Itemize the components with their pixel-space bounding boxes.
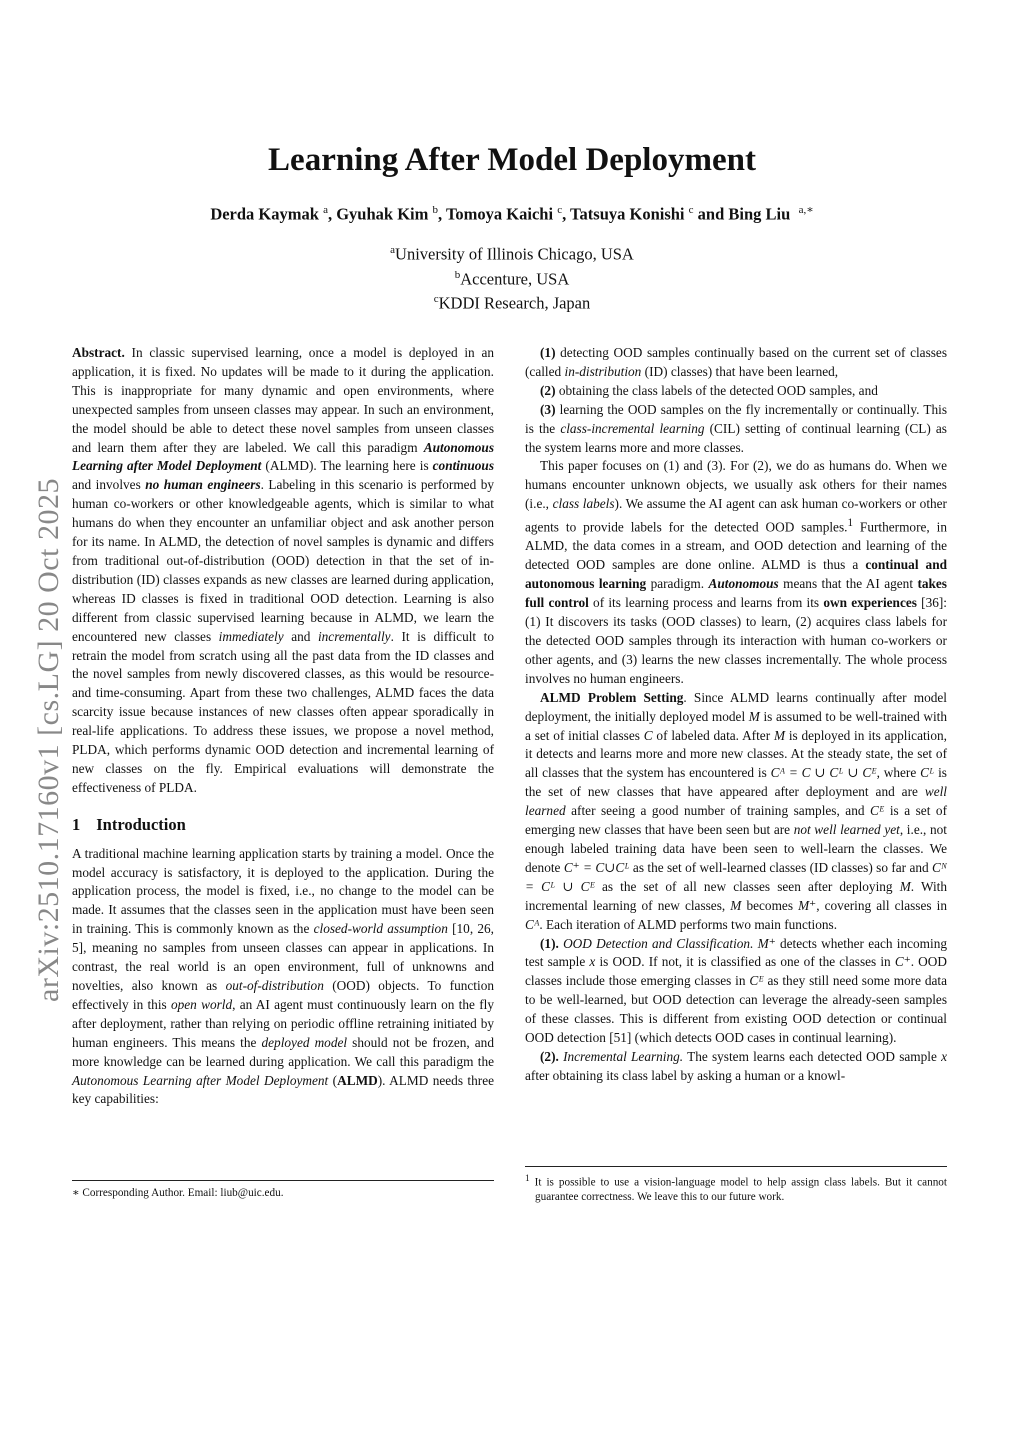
author-affil-mark: c [557, 204, 563, 216]
affiliation: $^c$KDDI Research, Japan [433, 293, 591, 313]
section-heading-introduction: 1 Introduction [72, 814, 186, 834]
author-name: Tomoya Kaichi [445, 204, 554, 224]
footnote-rule [525, 1166, 947, 1167]
author-affil-mark: b [432, 204, 438, 216]
author-name: Tatsuya Konishi [570, 204, 685, 224]
author-affil-mark: a,∗ [798, 204, 814, 216]
footnote-1: $^1$ It is possible to use a vision-language model to help assign class labels. But it cannot guarantee correctness. We leave this to our future work. [525, 1166, 947, 1204]
affiliation: $^a$University of Illinois Chicago, USA [390, 244, 634, 264]
capability-2: (2) obtaining the class labels of the detected OOD samples, and [540, 382, 878, 398]
author-name: Bing Liu [728, 204, 791, 224]
author-list: Derda Kaymak $^a$, Gyuhak Kim $^b$, Tomoya Kaichi $^c$, Tatsuya Konishi $^c$ and Bing Liu $^{a,∗}$ [210, 204, 814, 224]
function-2-paragraph: (2). Incremental Learning. The system learns each detected OOD sample x after obtaining its class label by asking a human or a knowl- [525, 1048, 947, 1083]
author-affil-mark: c [688, 204, 694, 216]
problem-setting-paragraph: ALMD Problem Setting. Since ALMD learns continually after model deployment, the initially deployed model M is assumed to be well-trained with a set of initial classes C of labeled data. After M is deployed in its application, it detects and learns more and more new classes. At the steady state, the set of all classes that the system has encountered is Cᴬ = C ∪ Cᴸ ∪ Cᴱ, where Cᴸ is the set of new classes that have appeared after deployment and are well learned after seeing a good number of training samples, and Cᴱ is a set of emerging new classes that have been seen but are not well learned yet, i.e., not enough labeled training data have been seen to well-learn the classes. We denote C⁺ = C∪Cᴸ as the set of well-learned classes (ID classes) so far and Cᴺ = Cᴸ ∪ Cᴱ as the set of all new classes seen after deploying M. With incremental learning of new classes, M becomes M⁺, covering all classes in Cᴬ. Each iteration of ALMD performs two main functions. [525, 689, 948, 932]
arxiv-stamp-text: arXiv:2510.17160v1 [cs.LG] 20 Oct 2025 [32, 478, 66, 1002]
intro-paragraph: A traditional machine learning application starts by training a model. Once the model accuracy is satisfactory, it is deployed to the application. During the application process, the model is fixed, i.e., no change to the model can be made. It assumes that the classes seen in the application must have been seen in training. This is commonly known as the closed-world assumption [10, 26, 5], meaning no samples from unseen classes can appear in applications. In contrast, the real world is an open environment, full of unknowns and novelties, also known as out-of-distribution (OOD) objects. To function effectively in this open world, an AI agent must continuously learn on the fly after deployment, rather than relying on periodic offline retraining initiated by human engineers. This means the deployed model should not be frozen, and more knowledge can be learned during application. We call this paradigm the Autonomous Learning after Model Deployment (ALMD). ALMD needs three key capabilities: [72, 845, 495, 1107]
focus-paragraph: This paper focuses on (1) and (3). For (2), we do as humans do. When we humans encounter unknown objects, we usually ask others for their names (i.e., class labels). We assume the AI agent can ask human co-workers or other agents to provide labels for the detected OOD samples.$^1$ Furthermore, in ALMD, the data comes in a stream, and OOD detection and learning of the detected OOD samples are done online. ALMD is thus a continual and autonomous learning paradigm. Autonomous means that the AI agent takes full control of its learning process and learns from its own experiences [36]: (1) It discovers its tasks (OOD classes) to learn, (2) acquires class labels for the detected OOD samples through its interaction with human co-workers or other agents, and (3) learns the new classes incrementally. The whole process involves no human engineers. [525, 458, 948, 686]
abstract-label: Abstract. [72, 345, 125, 360]
capability-1: (1) detecting OOD samples continually based on the current set of classes (called in-distribution (ID) classes) that have been learned, [525, 345, 947, 379]
authors-and: and [697, 204, 725, 224]
affiliation: $^b$Accenture, USA [454, 268, 570, 288]
affiliation-list [0, 240, 1024, 314]
author-name: Gyuhak Kim [336, 204, 429, 224]
footnote-rule [72, 1180, 494, 1181]
author-name: Derda Kaymak [210, 204, 319, 224]
capability-3: (3) learning the OOD samples on the fly incrementally or continually. This is the class-incremental learning (CIL) setting of continual learning (CL) as the system learns more and more classes. [525, 401, 947, 455]
function-1-paragraph: (1). OOD Detection and Classification. M⁺ detects whether each incoming test sample x is OOD. If not, it is classified as one of the classes in C⁺. OOD classes include those emerging classes in Cᴱ as they still need some more data to be well-learned, but OOD detection can leverage the already-seen samples of these classes. This is different from existing OOD detection or continual OOD detection [51] (which detects OOD cases in continual learning). [525, 935, 948, 1046]
abstract: Abstract. In classic supervised learning, once a model is deployed in an application, it is fixed. No updates will be made to it during the application. This is inappropriate for many dynamic and open environments, where unexpected samples from unseen classes may appear. In such an environment, the model should be able to detect these novel samples from unseen classes and learn them after they are labeled. We call this paradigm Autonomous Learning after Model Deployment (ALMD). The learning here is continuous and involves no human engineers. Labeling in this scenario is performed by human co-workers or other knowledgeable agents, which is similar to what humans do when they encounter an unfamiliar object and ask another person for its name. In ALMD, the detection of novel samples is dynamic and differs from traditional out-of-distribution (OOD) detection in that the set of in-distribution (ID) classes expands as new classes are learned during application, whereas ID classes is fixed in traditional OOD detection. Learning is also different from classic supervised learning because in ALMD, we learn the encountered new classes immediately and incrementally. It is difficult to retrain the model from scratch using all the past data from the ID classes and the novel samples from newly discovered classes, as this would be resource- and time-consuming. Apart from these two challenges, ALMD faces the data scarcity issue because instances of new classes often appear sporadically in real-life applications. To address these issues, we propose a novel method, PLDA, which performs dynamic OOD detection and incremental learning of new classes on the fly. Empirical evaluations will demonstrate the effectiveness of PLDA. [72, 345, 495, 795]
right-column [525, 344, 947, 1086]
left-column [72, 344, 494, 1109]
footnote-corresponding-author: ∗ Corresponding Author. Email: liub@uic.edu. [72, 1180, 494, 1200]
author-affil-mark: a [323, 204, 328, 216]
paper-title: Learning After Model Deployment [268, 142, 756, 178]
